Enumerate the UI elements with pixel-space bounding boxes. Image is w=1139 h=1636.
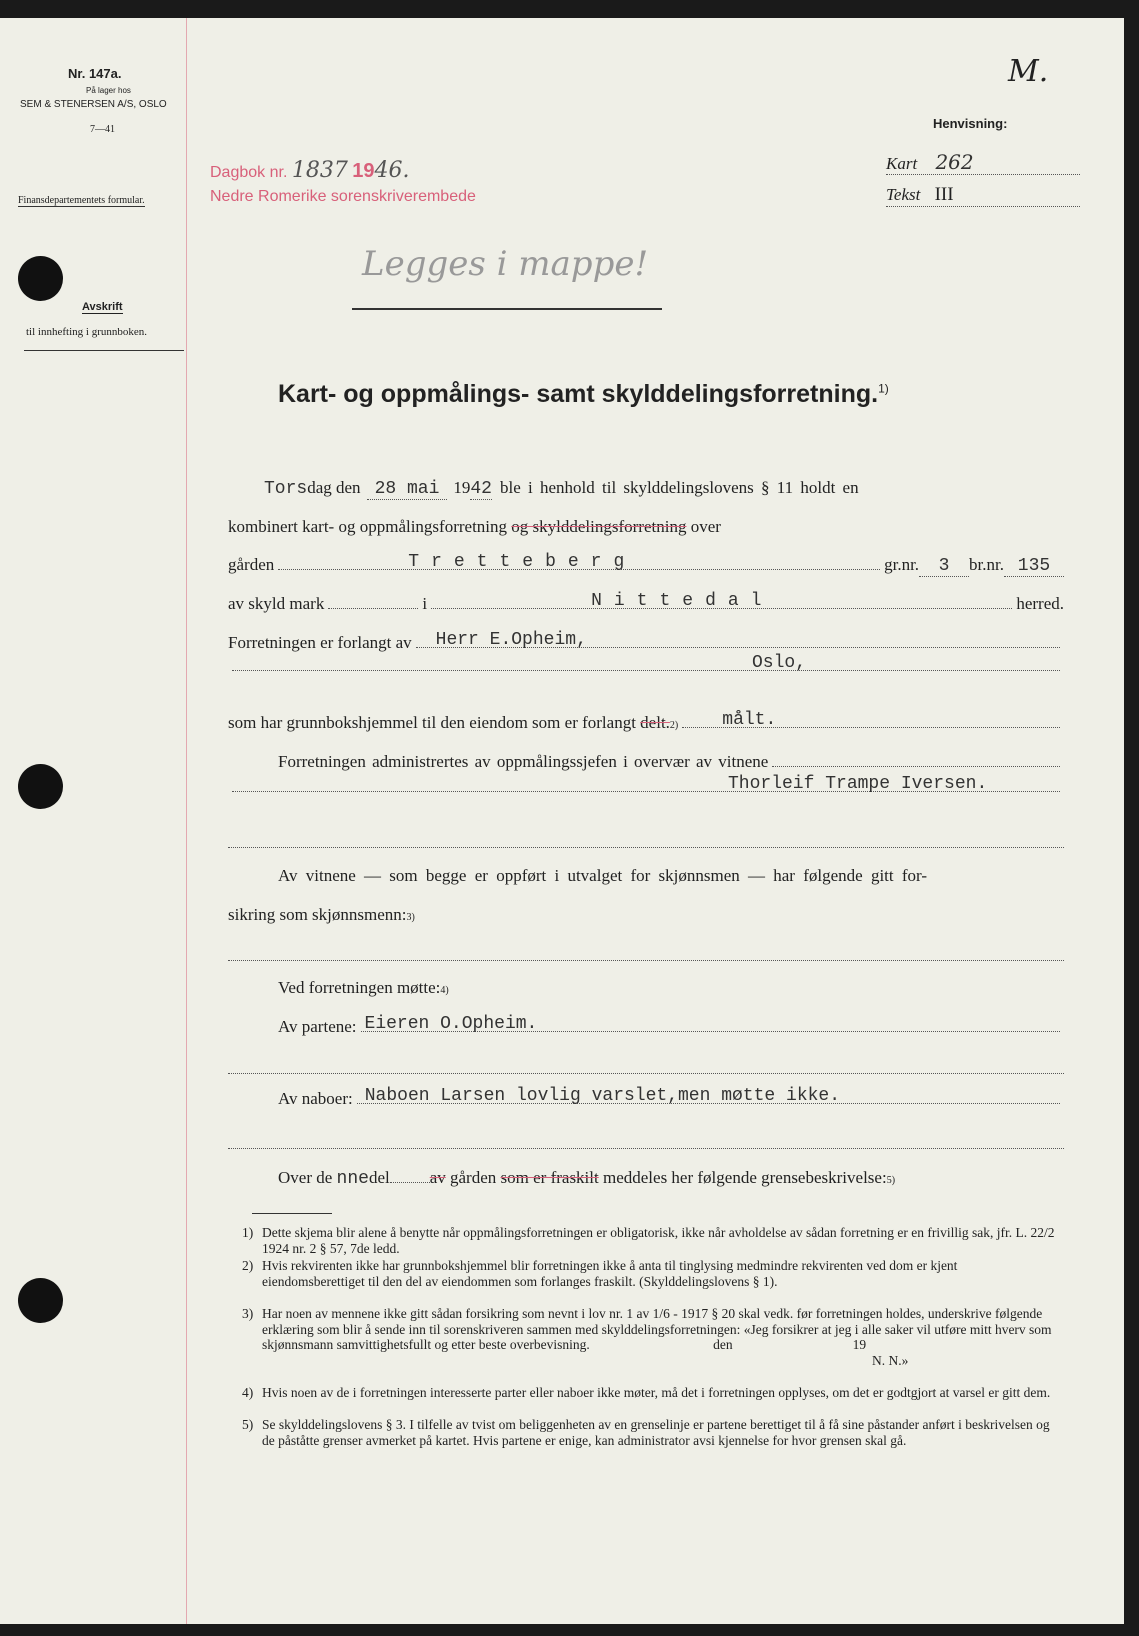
kart-label: Kart (886, 154, 918, 173)
divider (24, 350, 184, 351)
herred-value: Nittedal (591, 591, 774, 611)
edition: 7—41 (90, 124, 115, 135)
tekst-value: III (934, 184, 954, 205)
blank-line (228, 1148, 1064, 1149)
blank-line (228, 847, 1064, 848)
margin-rule (186, 18, 187, 1624)
line-kombinert: kombinert kart- og oppmålingsforretning og skylddelingsforretning over (228, 517, 721, 536)
garden-value: Tretteberg (408, 552, 637, 572)
punch-hole (18, 256, 63, 301)
reference-label: Henvisning: (933, 116, 1008, 131)
partene-value: Eieren O.Opheim. (364, 1014, 538, 1034)
line-date: Tors dag den 28 mai 19 42 ble i henhold til skylddelingslovens § 11 holdt en (264, 478, 859, 499)
witnesses-value: Thorleif Trampe Iversen. (728, 774, 988, 794)
handwritten-note: Legges i mappe! (362, 244, 649, 284)
footnote-1: 1) Dette skjema blir alene å benytte når oppmålingsforretningen er obligatorisk, ikke når avholdelse av sådan forretning er en frivillig sak, jfr. L. 22/2 1924 nr. 2 § 57, 7de ledd. (242, 1225, 1055, 1256)
punch-hole (18, 1278, 63, 1323)
kart-field (886, 150, 1080, 175)
note-underline (352, 308, 662, 310)
line-vitner: Av vitnene — som begge er oppført i utvalget for skjønnsmen — har følgende gitt for- (278, 866, 928, 885)
requested-by: Herr E.Opheim, (435, 630, 587, 650)
initials: M. (1008, 54, 1049, 89)
line-garden: gården Tretteberg gr.nr. 3 br.nr. 135 (228, 555, 1064, 577)
tekst-field (886, 184, 1080, 207)
line-over: Over de nne del av gården som er fraskilt meddeles her følgende grensebeskrivelse: 5) (278, 1168, 896, 1189)
line-skyld: av skyld mark i Nittedal herred. (228, 591, 1064, 613)
line-admin: Forretningen administrertes av oppmålingssjefen i overvær av vitnene (278, 752, 1064, 772)
footnote-5: 5) Se skylddelingslovens § 3. I tilfelle av tvist om beliggenheten av en grenselinje er partene berettiget til å få sine påstander anført i beskrivelsen og de påståtte grenser avmerket på kartet. Hvis partene er enige, kan administrator avsi kjennelse for hvor grensen skal gå. (242, 1417, 1050, 1448)
requested-place: Oslo, (752, 653, 807, 673)
footnote-rule (252, 1213, 332, 1214)
line-mote: Ved forretningen møtte: 4) (278, 978, 449, 997)
year-suffix: 46. (374, 158, 410, 183)
dagbok-label: Dagbok nr. (210, 164, 288, 181)
kart-value: 262 (935, 150, 974, 174)
line-witnesses (228, 774, 1064, 794)
office-stamp: Nedre Romerike sorenskriverembede (210, 188, 476, 205)
year-prefix: 19 (352, 160, 375, 182)
document-page (0, 18, 1124, 1624)
line-partene: Av partene: Eieren O.Opheim. (278, 1017, 1064, 1037)
dagbok-stamp (210, 158, 410, 183)
punch-hole (18, 764, 63, 809)
footnote-2: 2) Hvis rekvirenten ikke har grunnbokshjemmel blir forretningen ikke å anta til tinglysing medmindre rekvirenten ved dom er kjent eiendomsberettiget til den del av eiendommen som forlanges fraskilt. (Skylddelingslovens § 1). (242, 1258, 958, 1289)
line-sikring: sikring som skjønnsmenn: 3) (228, 905, 415, 924)
copy-label: Avskrift (82, 301, 123, 313)
line-requested: Forretningen er forlangt av Herr E.Opheim, (228, 633, 1064, 653)
naboer-value: Naboen Larsen lovlig varslet,men møtte ikke. (364, 1086, 841, 1106)
dagbok-number: 1837 (291, 158, 348, 183)
copy-sub: til innhefting i grunnboken. (26, 326, 147, 338)
publisher-line1: På lager hos (86, 86, 131, 95)
line-place (228, 653, 1064, 673)
line-naboer: Av naboer: Naboen Larsen lovlig varslet,men møtte ikke. (278, 1089, 1064, 1109)
page-title: Kart- og oppmålings- samt skylddelingsforretning.$^{1)}$ (278, 380, 889, 408)
line-hjemmel: som har grunnbokshjemmel til den eiendom som er forlangt delt. 2) målt. (228, 713, 1064, 733)
blank-line (228, 1073, 1064, 1074)
form-number: Nr. 147a. (68, 66, 122, 81)
footnote-3: 3) Har noen av mennene ikke gitt sådan forsikring som nevnt i lov nr. 1 av 1/6 - 1917 § 20 skal vedk. før forretningen holdes, underskrive følgende erklæring som blir å sende inn til sorenskriveren sammen med skylddelingsforretningen: «Jeg forsikrer at jeg i alle saker vil utføre mitt hverv som skjønnsmann samvittighetsfullt og etter beste overbevisning. den 19 N. N.» (242, 1306, 1052, 1368)
hjemmel-value: målt. (722, 710, 777, 730)
department-label: Finansdepartementets formular. (18, 195, 145, 206)
publisher-line2: SEM & STENERSEN A/S, OSLO (20, 99, 167, 110)
blank-line (228, 960, 1064, 961)
footnote-4: 4) Hvis noen av de i forretningen interesserte parter eller naboer ikke møter, må det i forretningen opplyses, om det er godtgjort at varsel er gitt dem. (242, 1385, 1051, 1400)
tekst-label: Tekst (886, 185, 921, 204)
